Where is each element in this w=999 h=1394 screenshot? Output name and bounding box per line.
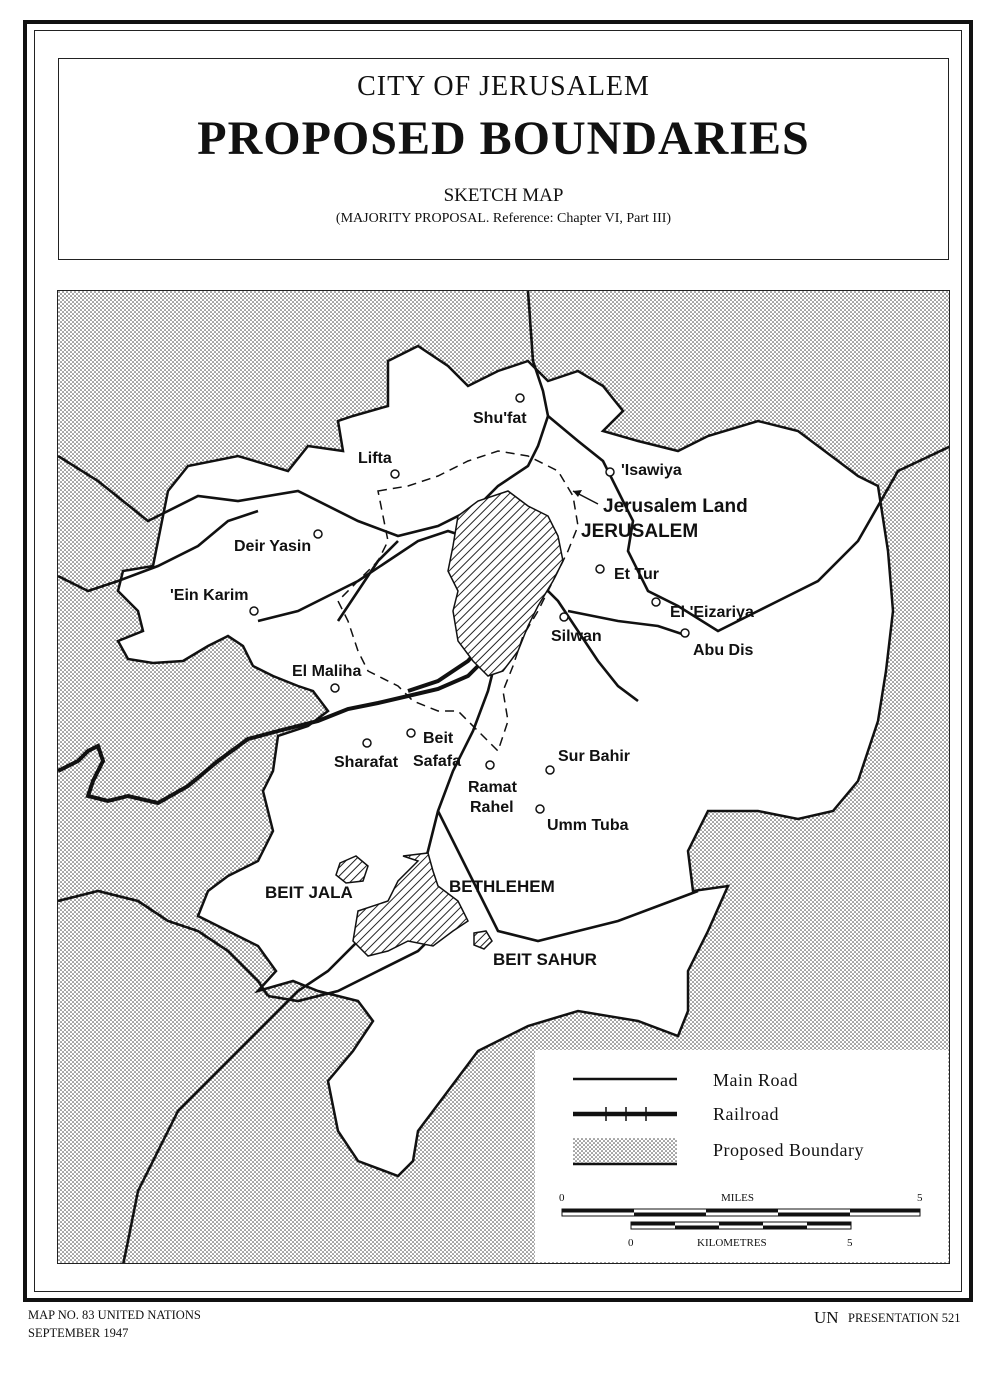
place-rahel: Rahel — [470, 799, 514, 816]
miles-start: 0 — [559, 1192, 565, 1204]
place-sharafat: Sharafat — [334, 754, 399, 771]
footer-map-no: MAP NO. 83 UNITED NATIONS — [28, 1308, 201, 1322]
place-safafa: Safafa — [413, 753, 462, 770]
place-sur-bahir: Sur Bahir — [558, 748, 631, 765]
place-silwan: Silwan — [551, 628, 602, 645]
footer-date: SEPTEMBER 1947 — [28, 1326, 129, 1340]
legend-main-road-label: Main Road — [713, 1070, 798, 1090]
map-city: CITY OF JERUSALEM — [357, 71, 650, 102]
place-el-eizariya: El 'Eizariya — [670, 604, 754, 621]
miles-label: MILES — [721, 1192, 754, 1204]
km-start: 0 — [628, 1237, 634, 1249]
main-road-symbol — [571, 1066, 681, 1096]
place-lifta: Lifta — [358, 450, 392, 467]
miles-end: 5 — [917, 1192, 923, 1204]
place-beit-jala: BEIT JALA — [265, 883, 353, 902]
place-umm-tuba: Umm Tuba — [547, 817, 629, 834]
legend-railroad-label: Railroad — [713, 1104, 779, 1124]
place-et-tur: Et Tur — [614, 566, 660, 583]
place-beit-sahur: BEIT SAHUR — [493, 950, 597, 969]
place-abu-dis: Abu Dis — [693, 642, 754, 659]
legend-boundary-label: Proposed Boundary — [713, 1140, 864, 1160]
km-label: KILOMETRES — [697, 1237, 767, 1249]
legend-boundary — [535, 1136, 948, 1166]
legend-railroad — [535, 1100, 948, 1130]
place-jerusalem: JERUSALEM — [581, 521, 699, 542]
footer-un: UN — [814, 1308, 839, 1327]
map-reference: (MAJORITY PROPOSAL. Reference: Chapter VI, Part III) — [335, 211, 672, 226]
place-el-maliha: El Maliha — [292, 663, 362, 680]
legend-main-road — [535, 1066, 948, 1096]
railroad-symbol — [571, 1100, 681, 1130]
boundary-symbol — [571, 1136, 681, 1170]
legend — [535, 1050, 948, 1262]
place-isawiya: 'Isawiya — [621, 462, 682, 479]
place-ein-karim: 'Ein Karim — [170, 587, 249, 604]
map-title: PROPOSED BOUNDARIES — [197, 112, 810, 165]
place-ramat: Ramat — [468, 779, 517, 796]
place-shufat: Shu'fat — [473, 410, 527, 427]
place-jerusalem-land: Jerusalem Land — [603, 496, 748, 517]
title-box — [58, 58, 949, 260]
place-deir-yasin: Deir Yasin — [234, 538, 312, 555]
place-beit: Beit — [423, 730, 454, 747]
km-end: 5 — [847, 1237, 853, 1249]
place-bethlehem: BETHLEHEM — [449, 877, 555, 896]
footer-presentation: PRESENTATION 521 — [848, 1311, 961, 1325]
map-subtitle: SKETCH MAP — [443, 185, 564, 206]
